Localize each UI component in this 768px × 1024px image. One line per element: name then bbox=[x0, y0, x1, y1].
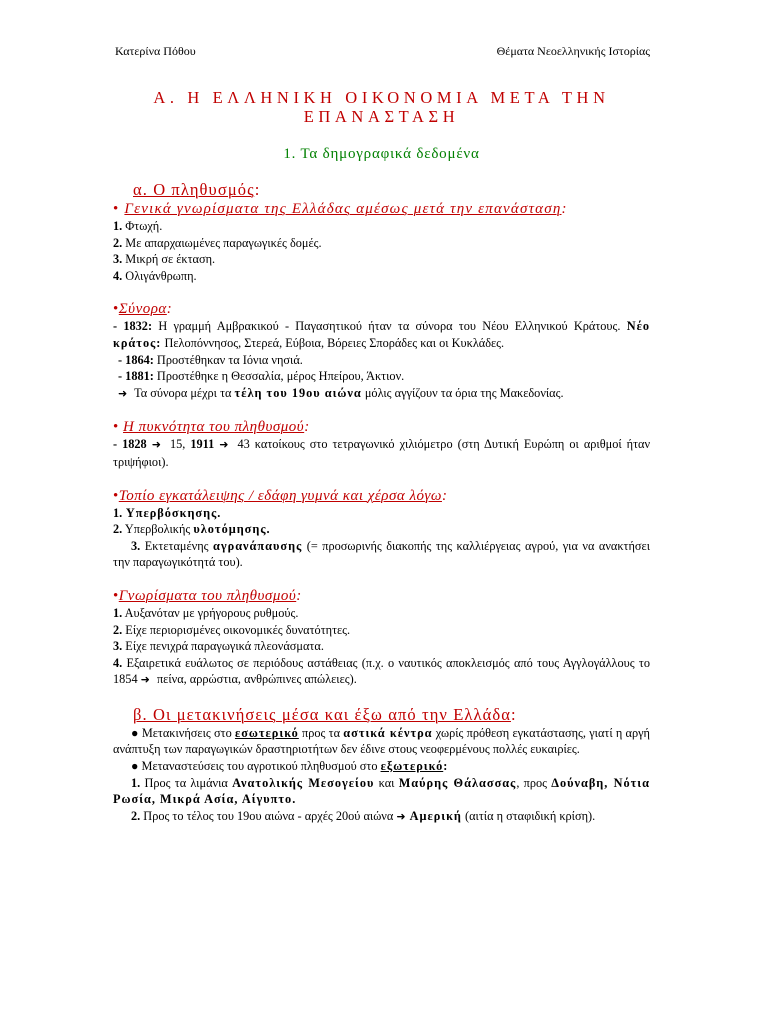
list-item: 2. Είχε περιορισμένες οικονομικές δυνατότητες. bbox=[113, 622, 351, 637]
list-item: 1. Αυξανόταν με γρήγορους ρυθμούς. bbox=[113, 605, 299, 620]
list-item: 3. Μικρή σε έκταση. bbox=[113, 252, 216, 267]
section-title: 1. Τα δημογραφικά δεδομένα bbox=[283, 146, 480, 162]
arrow-right-icon: ➜ bbox=[396, 809, 406, 823]
general-list bbox=[113, 218, 650, 284]
list-item: 1. Υπερβόσκησης. bbox=[113, 505, 222, 520]
list-item: 2. Προς το τέλος του 19ου αιώνα - αρχές 20ού αιώνα ➜ Αμερική (αιτία η σταφιδική κρίση). bbox=[131, 808, 596, 823]
main-title-line-1: Α. Η ΕΛΛΗΝΙΚΗ ΟΙΚΟΝΟΜΙΑ ΜΕΤΑ ΤΗΝ bbox=[153, 88, 610, 107]
heading-borders: •Σύνορα: bbox=[113, 301, 173, 318]
borders-1832: - 1832: Η γραμμή Αμβρακικού - Παγασητικού ήταν τα σύνορα του Νέου Ελληνικού Κράτους. Νέο κράτος: Πελοπόννησος, Στερεά, Εύβοια, Βόρειες Σποράδες και οι Κυκλάδες. bbox=[113, 319, 651, 350]
heading-general-features: • Γενικά γνωρίσματα της Ελλάδας αμέσως μετά την επανάσταση: bbox=[113, 201, 568, 217]
heading-density: • Η πυκνότητα του πληθυσμού: bbox=[113, 419, 310, 436]
bullet-icon: ● bbox=[131, 759, 139, 774]
bullet-icon: • bbox=[113, 419, 119, 436]
list-item: 2. Υπερβολικής υλοτόμησης. bbox=[113, 522, 271, 537]
header-subject: Θέματα Νεοελληνικής Ιστορίας bbox=[496, 44, 650, 58]
bullet-icon: • bbox=[113, 487, 119, 504]
header-author: Κατερίνα Πόθου bbox=[115, 44, 196, 58]
main-title bbox=[113, 88, 650, 126]
borders-1881: - 1881: Προστέθηκε η Θεσσαλία, μέρος Ηπείρου, Άκτιον. bbox=[118, 369, 405, 384]
main-title-line-2: ΕΠΑΝΑΣΤΑΣΗ bbox=[303, 107, 460, 126]
movements-internal: ● Μετακινήσεις στο εσωτερικό προς τα αστικά κέντρα χωρίς πρόθεση εγκατάστασης, γιατί η αργή ανάπτυξη των παραγωγικών δραστηριοτήτων δεν έδινε στους νεοφερμένους πολλές ευκαιρίες. bbox=[113, 725, 650, 757]
heading-movements: β. Οι μετακινήσεις μέσα και έξω από την Ελλάδα: bbox=[133, 704, 517, 724]
arrow-right-icon: ➜ bbox=[151, 438, 161, 452]
bullet-icon: ● bbox=[131, 725, 139, 740]
heading-population: α. Ο πληθυσμός: bbox=[133, 180, 261, 199]
arrow-right-icon: ➜ bbox=[219, 438, 229, 452]
bullet-icon: • bbox=[113, 587, 119, 604]
list-item: 1. Φτωχή. bbox=[113, 219, 163, 233]
arrow-right-icon: ➜ bbox=[140, 673, 150, 687]
list-item: 3. Εκτεταμένης αγρανάπαυσης (= προσωρινής διακοπής της καλλιέργειας αγρού, για να ανακτήσει την παραγωγικότητά του). bbox=[113, 538, 650, 570]
list-item: 2. Με απαρχαιωμένες παραγωγικές δομές. bbox=[113, 235, 322, 250]
document-body bbox=[113, 180, 650, 825]
bullet-icon: • bbox=[113, 201, 120, 217]
list-item: 3. Είχε πενιχρά παραγωγικά πλεονάσματα. bbox=[113, 639, 324, 654]
density-text: - 1828 ➜ 15, 1911 ➜ 43 κατοίκους στο τετραγωνικό χιλιόμετρο (στη Δυτική Ευρώπη οι αριθμοί ήταν τριψήφιοι). bbox=[113, 437, 651, 469]
list-item: 4. Εξαιρετικά ευάλωτος σε περιόδους αστάθειας (π.χ. ο ναυτικός αποκλεισμός από τους Αγγλογάλλους το 1854 ➜ πείνα, αρρώστια, ανθρώπινες απώλειες). bbox=[113, 655, 650, 687]
heading-population-features: •Γνωρίσματα του πληθυσμού: bbox=[113, 587, 302, 604]
list-item: 4. Ολιγάνθρωπη. bbox=[113, 268, 197, 283]
borders-1864: - 1864: Προστέθηκαν τα Ιόνια νησιά. bbox=[118, 352, 303, 367]
movements-external: ● Μεταναστεύσεις του αγροτικού πληθυσμού στο εξωτερικό: bbox=[131, 759, 448, 774]
list-item: 1. Προς τα λιμάνια Ανατολικής Μεσογείου και Μαύρης Θάλασσας, προς Δούναβη, Νότια Ρωσία, Μικρά Ασία, Αίγυπτο. bbox=[113, 775, 650, 807]
borders-conclusion: ➜ Τα σύνορα μέχρι τα τέλη του 19ου αιώνα μόλις αγγίζουν τα όρια της Μακεδονίας. bbox=[118, 385, 564, 400]
arrow-right-icon: ➜ bbox=[118, 386, 128, 400]
heading-landscape: •Τοπίο εγκατάλειψης / εδάφη γυμνά και χέρσα λόγω: bbox=[113, 487, 448, 504]
bullet-icon: • bbox=[113, 301, 119, 318]
